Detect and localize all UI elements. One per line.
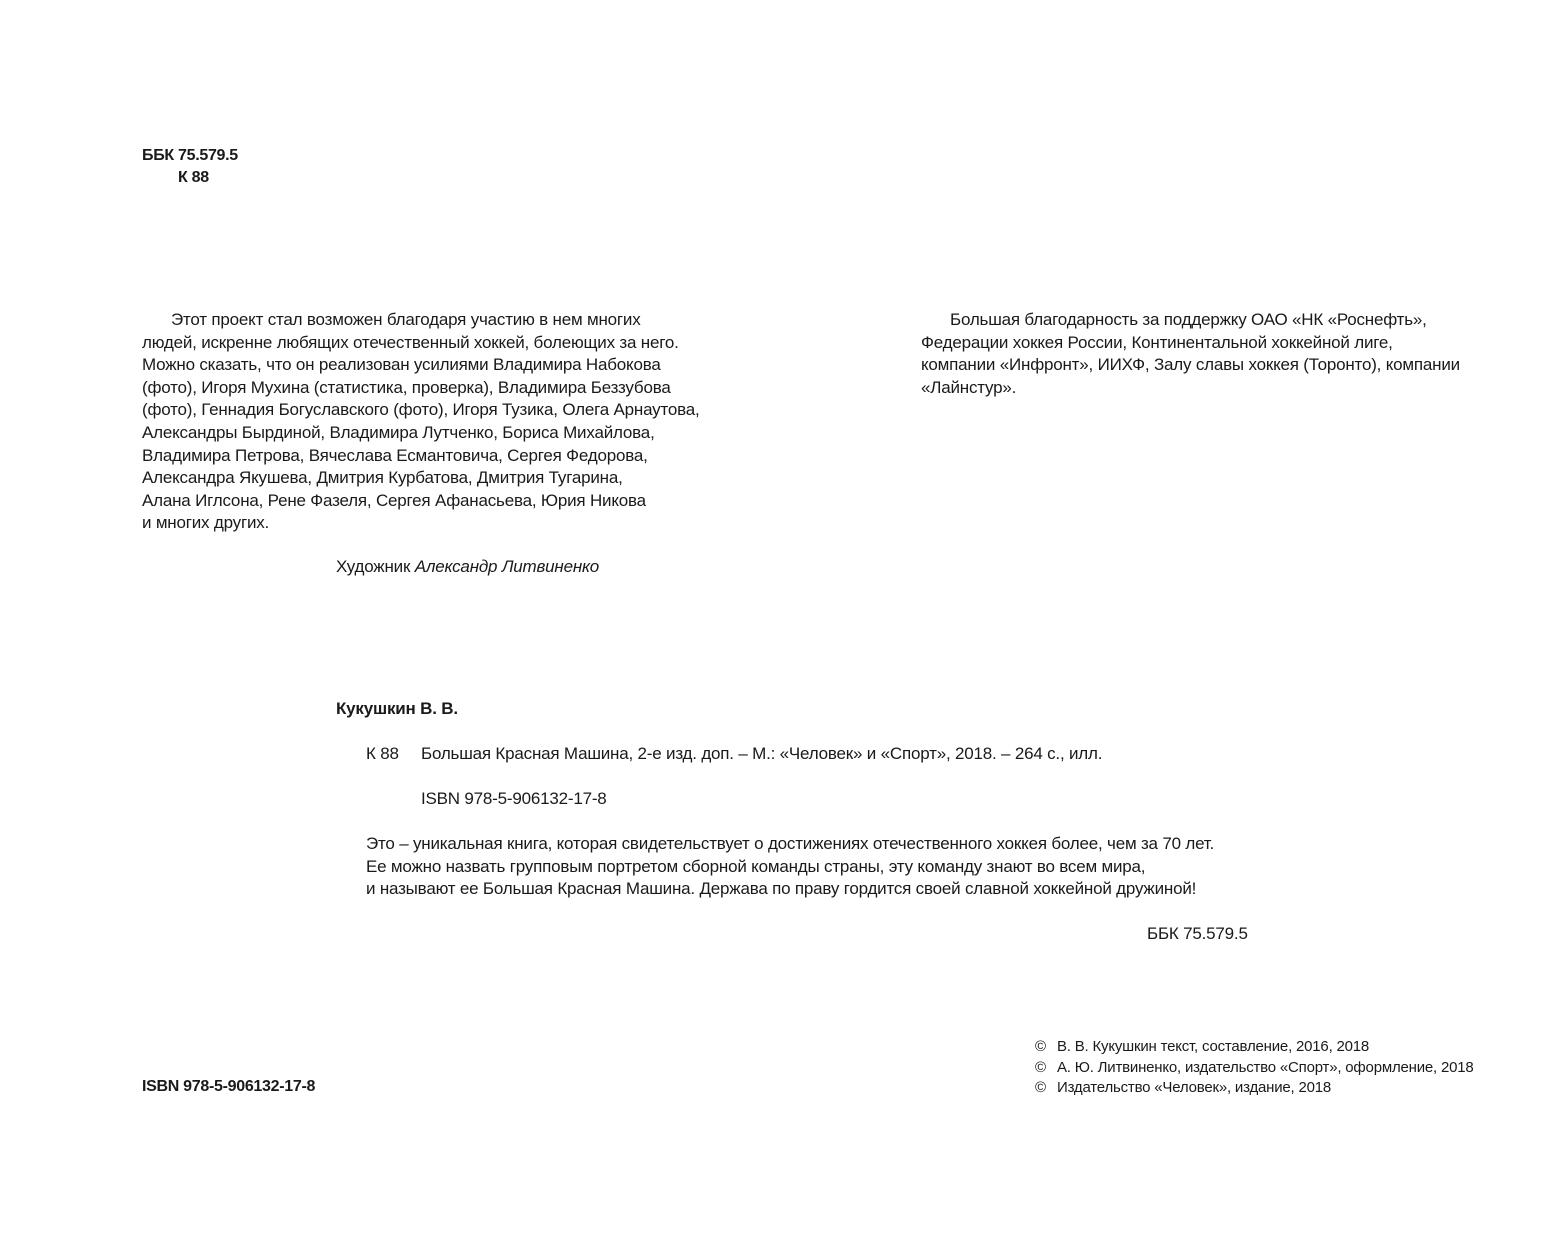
- catalog-author: Кукушкин В. В.: [336, 699, 458, 718]
- text-line: Ее можно назвать групповым портретом сборной команды страны, эту команду знают во всем мира,: [366, 856, 1146, 876]
- text-line: Алана Иглсона, Рене Фазеля, Сергея Афанасьева, Юрия Никова: [142, 490, 646, 510]
- copyright-icon: ©: [1035, 1058, 1046, 1076]
- catalog-abstract: [366, 833, 1266, 901]
- text-line: Это – уникальная книга, которая свидетельствует о достижениях отечественного хоккея более, чем за 70 лет.: [366, 834, 1215, 853]
- acknowledgments-left-paragraph: [142, 309, 722, 535]
- acknowledgments-right-paragraph: [921, 309, 1481, 399]
- text-line: Можно сказать, что он реализован усилиями Владимира Набокова: [142, 355, 661, 375]
- copyright-line: [1035, 1078, 1474, 1099]
- copyright-line: [1035, 1058, 1474, 1079]
- copyright-text: Издательство «Человек», издание, 2018: [1057, 1079, 1332, 1096]
- text-line: Этот проект стал возможен благодаря участию в нем многих: [171, 310, 641, 329]
- artist-role: Художник: [336, 557, 411, 576]
- text-line: компании «Инфронт», ИИХФ, Залу славы хоккея (Торонто), компании: [921, 355, 1460, 375]
- text-line: Владимира Петрова, Вячеслава Есмантовича, Сергея Федорова,: [142, 445, 648, 465]
- bbk-classification-block: [142, 145, 238, 189]
- bbk-code-top: ББК 75.579.5: [142, 147, 238, 164]
- copyright-icon: ©: [1035, 1079, 1046, 1096]
- text-line: «Лайнстур».: [921, 377, 1017, 397]
- copyright-icon: ©: [1035, 1038, 1046, 1055]
- text-line: Федерации хоккея России, Континентальной хоккейной лиге,: [921, 332, 1393, 352]
- copyright-line: [1035, 1037, 1474, 1058]
- text-line: и многих других.: [142, 513, 270, 533]
- footer-isbn: ISBN 978-5-906132-17-8: [142, 1078, 316, 1095]
- text-line: людей, искренне любящих отечественный хоккей, болеющих за него.: [142, 332, 679, 352]
- catalog-isbn: ISBN 978-5-906132-17-8: [421, 789, 607, 808]
- copyright-text: А. Ю. Литвиненко, издательство «Спорт», оформление, 2018: [1057, 1058, 1474, 1076]
- catalog-title-line: Большая Красная Машина, 2-е изд. доп. – М.: «Человек» и «Спорт», 2018. – 264 с., илл.: [421, 744, 1103, 763]
- copyright-block: [1035, 1037, 1474, 1099]
- catalog-bbk-code: ББК 75.579.5: [1147, 924, 1248, 943]
- text-line: Александра Якушева, Дмитрия Курбатова, Дмитрия Тугарина,: [142, 468, 623, 488]
- author-mark-top: К 88: [178, 169, 209, 186]
- text-line: Александры Бырдиной, Владимира Лутченко, Бориса Михайлова,: [142, 422, 655, 442]
- copyright-text: В. В. Кукушкин текст, составление, 2016, 2018: [1057, 1038, 1370, 1055]
- artist-credit: [336, 556, 599, 579]
- text-line: Большая благодарность за поддержку ОАО «НК «Роснефть»,: [950, 310, 1427, 329]
- artist-name: Александр Литвиненко: [414, 557, 600, 576]
- text-line: (фото), Геннадия Богуславского (фото), Игоря Тузика, Олега Арнаутова,: [142, 400, 700, 420]
- text-line: и называют ее Большая Красная Машина. Держава по праву гордится своей славной хоккейной дружиной!: [366, 879, 1197, 899]
- catalog-author-mark: К 88: [366, 744, 399, 763]
- text-line: (фото), Игоря Мухина (статистика, проверка), Владимира Беззубова: [142, 377, 671, 397]
